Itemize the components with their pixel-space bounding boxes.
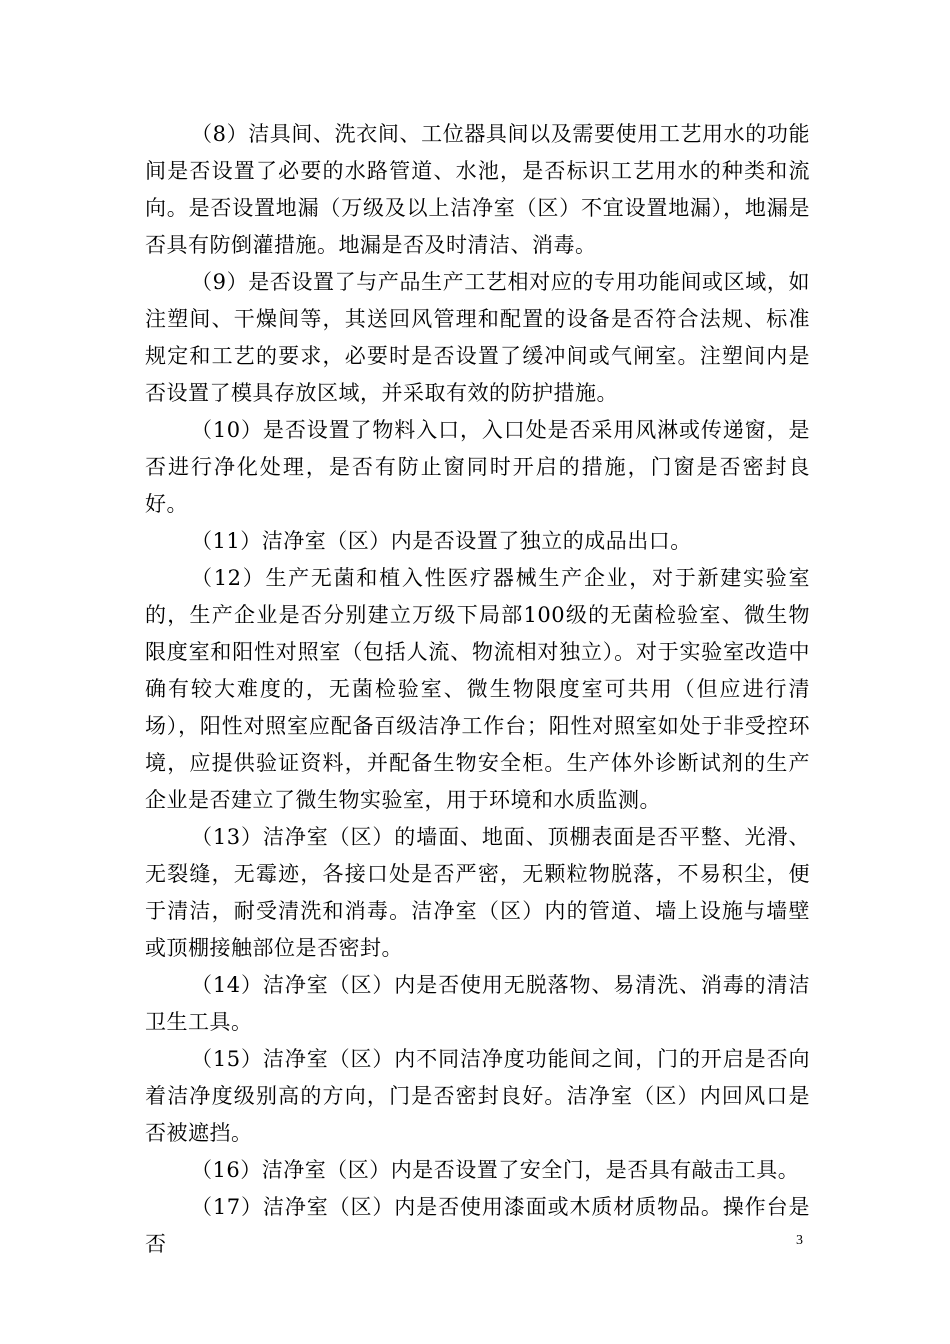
paragraph-item-14: （14）洁净室（区）内是否使用无脱落物、易清洗、消毒的清洁卫生工具。 bbox=[145, 973, 810, 1034]
paragraph-item-10: （10）是否设置了物料入口，入口处是否采用风淋或传递窗，是否进行净化处理，是否有防止窗同时开启的措施，门窗是否密封良好。 bbox=[145, 418, 810, 516]
paragraph-item-13: （13）洁净室（区）的墙面、地面、顶棚表面是否平整、光滑、无裂缝，无霉迹，各接口处是否严密，无颗粒物脱落，不易积尘，便于清洁，耐受清洗和消毒。洁净室（区）内的管道、墙上设施与墙壁或顶棚接触部位是否密封。 bbox=[145, 825, 810, 960]
paragraph-item-11: （11）洁净室（区）内是否设置了独立的成品出口。 bbox=[191, 529, 692, 553]
document-body bbox=[145, 116, 810, 1263]
paragraph-item-9: （9）是否设置了与产品生产工艺相对应的专用功能间或区域，如注塑间、干燥间等，其送回风管理和配置的设备是否符合法规、标准规定和工艺的要求，必要时是否设置了缓冲间或气闸室。注塑间内是否设置了模具存放区域，并采取有效的防护措施。 bbox=[145, 270, 810, 405]
paragraph-item-15: （15）洁净室（区）内不同洁净度功能间之间，门的开启是否向着洁净度级别高的方向，门是否密封良好。洁净室（区）内回风口是否被遮挡。 bbox=[145, 1047, 810, 1145]
page-number: 3 bbox=[796, 1233, 803, 1248]
paragraph-item-8: （8）洁具间、洗衣间、工位器具间以及需要使用工艺用水的功能间是否设置了必要的水路管道、水池，是否标识工艺用水的种类和流向。是否设置地漏（万级及以上洁净室（区）不宜设置地漏），地漏是否具有防倒灌措施。地漏是否及时清洁、消毒。 bbox=[145, 122, 810, 257]
paragraph-item-17: （17）洁净室（区）内是否使用漆面或木质材质物品。操作台是否 bbox=[145, 1195, 810, 1256]
paragraph-item-16: （16）洁净室（区）内是否设置了安全门，是否具有敲击工具。 bbox=[191, 1158, 800, 1182]
paragraph-item-12: （12）生产无菌和植入性医疗器械生产企业，对于新建实验室的，生产企业是否分别建立万级下局部100级的无菌检验室、微生物限度室和阳性对照室（包括人流、物流相对独立）。对于实验室改造中确有较大难度的，无菌检验室、微生物限度室可共用（但应进行清场），阳性对照室应配备百级洁净工作台；阳性对照室如处于非受控环境，应提供验证资料，并配备生物安全柜。生产体外诊断试剂的生产企业是否建立了微生物实验室，用于环境和水质监测。 bbox=[145, 566, 810, 812]
